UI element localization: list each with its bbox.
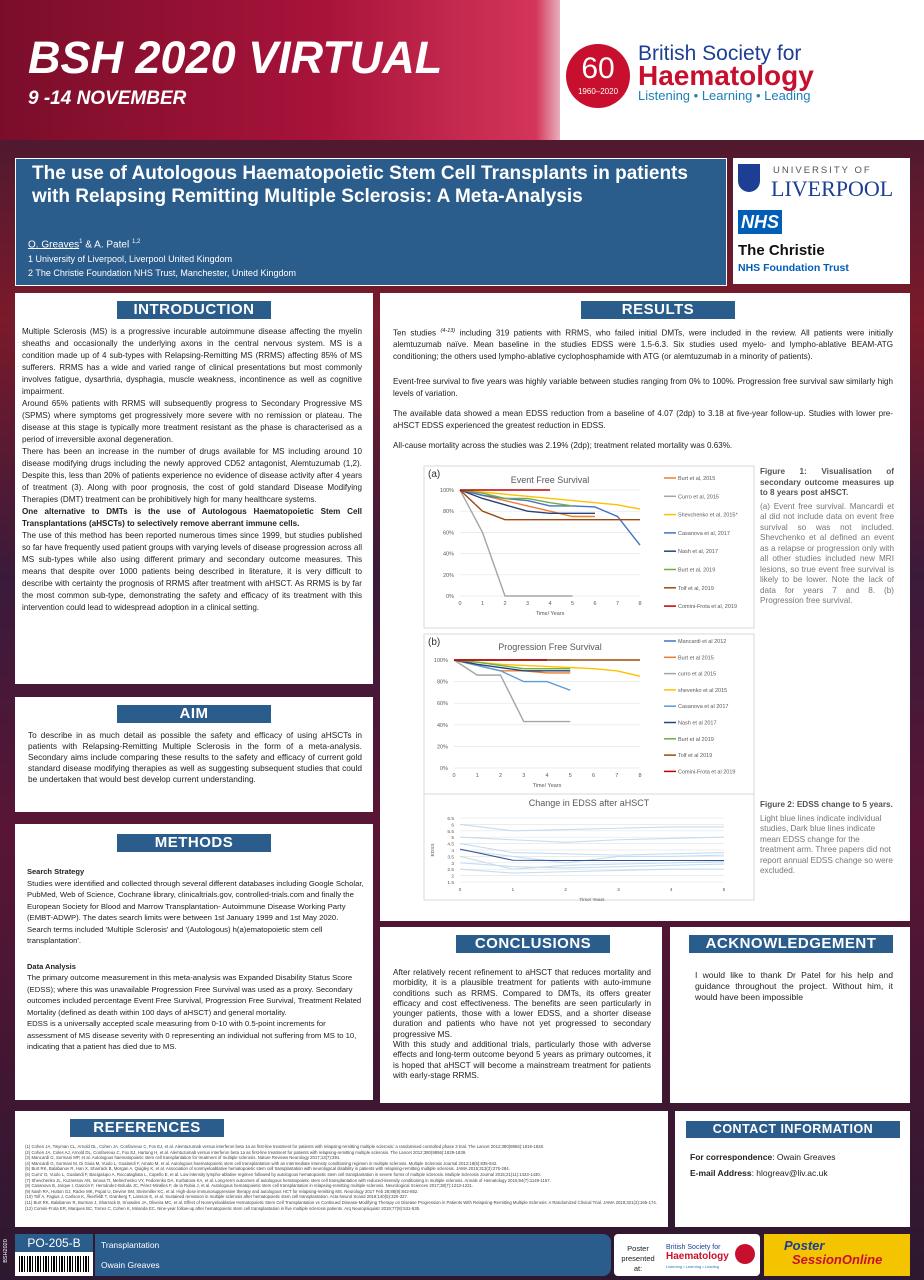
legend-label: Comini-Frota et al 2019 [678, 769, 736, 776]
nhs-logo: NHS [738, 210, 782, 234]
y-tick-label: 100% [433, 658, 448, 664]
x-tick-label: 3 [522, 773, 526, 779]
y-tick-label: 5 [451, 836, 454, 842]
footer-bsh-box [614, 1234, 760, 1276]
y-tick-label: 0% [440, 766, 448, 772]
x-tick-label: 0 [458, 888, 462, 893]
conclusions-p2: With this study and additional trials, particularly those with adverse effects and long-term outcome beyond 5 years as primary outcomes, it is hoped that aHSCT will become a mainstream treatment for patients with early-stage RRMS. [393, 1040, 651, 1080]
figure2-caption [760, 800, 894, 877]
reference-item: (7) Shevchenko JL, Kuznetsov AN, Ionova TI, Melnichenko VY, Fedorenko DA, Kurbatova KA, et al. Long-term outcomes of autologous hematopoietic stem cell transplantation with reduced-intensity conditioning in multiple sclerosis. Annals of Hematology 2015;94(7):1149-1157. [25, 1177, 551, 1183]
email-line [690, 1168, 828, 1178]
edss-change-chart [424, 794, 754, 903]
correspondence-label: For correspondence [690, 1152, 773, 1162]
y-tick-label: 6 [451, 823, 454, 829]
correspondence-line [690, 1152, 836, 1162]
acknowledgement-heading: ACKNOWLEDGEMENT [688, 934, 894, 954]
email-value[interactable]: : hlogreav@liv.ac.uk [751, 1168, 828, 1178]
legend-label: Burt et al, 2015 [678, 476, 716, 482]
results-body [393, 326, 893, 452]
chart-title: Change in EDSS after aHSCT [528, 798, 650, 808]
legend-label: Casanova et al 2017 [678, 704, 729, 711]
y-tick-label: 5.5 [447, 829, 454, 835]
uol-top: UNIVERSITY OF [773, 165, 872, 176]
x-tick-label: 1 [511, 888, 515, 893]
figure2-title: Figure 2: EDSS change to 5 years. [760, 800, 893, 809]
x-tick-label: 4 [669, 888, 673, 893]
results-p4: All-cause mortality across the studies was 2.19% (2dp); treatment related mortality was 0.63%. [393, 441, 733, 451]
reference-item: (10) Tolf A, Fagius J, Carlson K, Åkerfeldt T, Granberg T, Larsson E, et al. Sustained remission in multiple sclerosis after hematopoietic stem cell transplantation. Acta Neurol Scand 2019;140(5):320-327. [25, 1194, 409, 1200]
x-tick-label: 8 [638, 601, 642, 607]
x-tick-label: 5 [722, 888, 726, 893]
legend-label: Burt et al 2019 [678, 736, 714, 743]
x-tick-label: 0 [452, 773, 456, 779]
legend-label: Curro et al, 2015 [678, 494, 719, 501]
methods-body [27, 866, 364, 1053]
x-axis-label: Time/ Years [532, 783, 562, 789]
results-heading: RESULTS [580, 300, 736, 320]
results-p3: The available data showed a mean EDSS reduction from a baseline of 4.07 (2dp) to 3.18 at five-year follow-up. Studies with lower pre-aHSCT EDSS experienced the greatest reduction in EDSS. [393, 409, 893, 430]
results-sup: (4-13) [440, 328, 456, 334]
reference-item: (11) Burt RK, Balabanov R, Burman J, Sharrack B, Snowden JA, Oliveira MC, et al. Effect of Nonmyeloablative Hematopoietic Stem Cell Transplantation vs Continued Disease-Modifying Therapy on Disease Progression in Patients With Relapsing-Remitting Multiple Sclerosis: A Randomized Clinical Trial. JAMA 2019;321(2):165-174. [25, 1199, 657, 1205]
legend-label: Burt et al, 2019 [678, 567, 716, 574]
x-tick-label: 1 [475, 773, 479, 779]
intro-p4: One alternative to DMTs is the use of Autologous Haematopoietic Stem Cell Transplantations (aHSCTs) to selectively remove aberrant immune cells. [22, 507, 362, 528]
x-tick-label: 7 [615, 773, 619, 779]
panel-label: (a) [428, 469, 441, 480]
y-tick-label: 6.5 [447, 817, 454, 822]
reference-item: (2) Cohen JA, Coles AJ, Arnold DL, Confavreux C, Fox EJ, Hartung H, et al. Alemtuzumab versus interferon beta 1a as first-line treatment for patients with relapsing-remitting multiple sclerosis. The Lancet 2012;380(9856):1829-1839. [25, 1149, 467, 1155]
affiliation-2: 2 The Christie Foundation NHS Trust, Manchester, United Kingdom [28, 268, 296, 278]
references-heading: REFERENCES [69, 1118, 225, 1138]
x-tick-label: 6 [593, 601, 597, 607]
legend-label: Nash et al 2017 [678, 720, 717, 727]
x-axis-label: Time/ Years [579, 898, 605, 903]
footer-info-bar [95, 1234, 611, 1276]
author1-sup: 1 [79, 239, 83, 245]
reference-item: (6) Curro' D, Vuolo L, Gualandi F, Bacigalupo A, Roccatagliata L, Capello E, et al. Low intensity lympho-ablative regimen followed by autologous hematopoietic stem cell transplantation in severe forms of multiple sclerosis. Multiple Sclerosis Journal 2015;21(11):1423-1430. [25, 1171, 541, 1177]
bsh-sixty-logo [566, 44, 630, 108]
bsh-name1: British Society for [638, 42, 802, 65]
banner-dates: 9 -14 NOVEMBER [28, 88, 187, 109]
legend-label: Casanova et al, 2017 [678, 530, 730, 537]
y-tick-label: 2 [451, 874, 454, 880]
intro-p5: The use of this method has been reported numerous times since 1999, but studies published so far have frequently used patient groups with varying levels of disease progression across all MS sub-types while also using different primary and secondary outcome measures. This means that despite over 1000 patients being described in literature, it is very difficult to describe with certainty the prognosis of RRMS after treatment with aHSCT. As RRMS is by far the most common sub-type, demonstrating the safety and efficacy of its treatment with this intervention could lead to widespread adoption in a clinical setting. [22, 531, 362, 612]
y-tick-label: 80% [442, 509, 454, 516]
footer-bsh-sixty-icon [735, 1244, 755, 1264]
legend-label: Shevchenko et al, 2015* [678, 512, 738, 519]
author-sep: & A. Patel [82, 239, 132, 251]
y-tick-label: 3 [451, 861, 454, 867]
bsh-tagline: Listening • Learning • Leading [638, 88, 811, 103]
ps-line1: Poster [784, 1238, 825, 1253]
reference-item: (4) Mancardi G, Sormani M, Di Gioia M, Vuolo L, Gualandi F, Amato M, et al. Autologous haematopoietic stem cell transplantation with an intermediate intensity conditioning regimen in multiple sclerosis. Multiple Sclerosis Journal 2012;18(6):835-842. [25, 1160, 498, 1166]
footer-bsh2: Haematology [666, 1251, 729, 1262]
intro-p2: Around 65% patients with RRMS will subsequently progress to Secondary Progressive MS (SPMS) where symptoms get progressively more severe with no remission or plateau. The disease at this stage is typically more treatment resistant as the phase is characterised as a period of irreversible axonal degeneration. [22, 399, 362, 444]
y-tick-label: 4.5 [447, 842, 454, 848]
y-tick-label: 4 [451, 849, 454, 854]
y-tick-label: 40% [436, 722, 448, 729]
bsh-years: 1960–2020 [577, 87, 619, 96]
legend-label: Nash et al, 2017 [678, 549, 719, 556]
banner-title: BSH 2020 VIRTUAL [28, 32, 443, 83]
figure1-text: (a) Event free survival. Mancardi et al did not include data on event free survival so was not included. Shevchenko et al defined an event as a relapse or progression only with all other studies included new MRI lesions, so true event free survival is likely to be lower. Note the lack of data for years 7 and 8. (b) Progression free survival. [760, 501, 894, 605]
y-tick-label: 1.5 [447, 881, 454, 886]
poster-session-online-logo [764, 1234, 910, 1276]
author-link[interactable]: O. Greaves [28, 239, 80, 251]
y-tick-label: 60% [436, 701, 448, 708]
y-tick-label: 20% [436, 744, 448, 751]
ps-line2: SessionOnline [792, 1252, 883, 1267]
references-list [25, 1144, 660, 1211]
y-tick-label: 100% [439, 488, 454, 494]
footer-bsh1: British Society for [666, 1244, 721, 1251]
legend-label: Mancardi et al 2012 [678, 639, 727, 645]
chart-title: Event Free Survival [510, 475, 590, 485]
affiliation-1: 1 University of Liverpool, Liverpool United Kingdom [28, 254, 233, 264]
x-tick-label: 4 [548, 601, 552, 607]
authors [28, 239, 140, 250]
conclusions-heading: CONCLUSIONS [455, 934, 611, 954]
x-tick-label: 2 [564, 888, 567, 893]
author2-sup: 1,2 [131, 239, 141, 245]
figure1-title: Figure 1: Visualisation of secondary outcome measures up to 8 years post aHSCT. [760, 467, 894, 497]
reference-item: (1) Cohen JA, Twyman CL, Arnold DL, Cohen JA, Confavreux C, Fox EJ, et al. Alemtuzumab versus interferon beta 1a as first-line treatment for patients with relapsing-remitting multiple sclerosis: a randomised controlled phase 3 trial. The Lancet 2012;380(9856):1819-1828. [25, 1144, 545, 1149]
reference-item: (3) Mancardi G, Sormani MP, et al. Autologous haematopoietic stem cell transplantation for treatment of multiple sclerosis. Nature Reviews Neurology 2017;13(7):391. [25, 1155, 341, 1161]
poster-code: PO-205-B [15, 1234, 93, 1252]
bsh-name2: Haematology [638, 60, 814, 91]
y-tick-label: 20% [442, 572, 454, 579]
x-tick-label: 1 [480, 601, 485, 607]
x-axis-label: Time/ Years [535, 611, 565, 617]
introduction-body [22, 326, 362, 614]
x-tick-label: 6 [591, 773, 596, 779]
methods-heading: METHODS [116, 833, 272, 853]
figure1-caption [760, 467, 894, 607]
email-label: E-mail Address [690, 1168, 752, 1178]
figure2-text: Light blue lines indicate individual studies, Dark blue lines indicate mean EDSS change for the treatment arm. Three papers did not report annual EDSS change so were excluded. [760, 813, 893, 875]
x-tick-label: 4 [545, 773, 549, 779]
x-tick-label: 5 [568, 773, 572, 779]
presented-at: Poster presented at: [621, 1244, 655, 1273]
footer-category: Transplantation [101, 1240, 160, 1250]
poster-code-box [15, 1234, 93, 1276]
bsh-sixty: 60 [581, 52, 615, 85]
legend-label: Comini-Frota et al, 2019 [678, 604, 737, 611]
reference-item: (5) Burt RK, Balabanov R, Han X, Sharrack B, Morgan A, Quigley K, et al. Association of nonmyeloablative hematopoietic stem cell transplantation with neurological disability in patients with relapsing-remitting multiple sclerosis. JAMA 2015;313(3):275-284. [25, 1166, 510, 1172]
x-tick-label: 0 [458, 601, 462, 607]
intro-p1: Multiple Sclerosis (MS) is a progressive incurable autoimmune disease affecting the myelin sheaths and occasionally the underlying axons in the central nervous system. MS is a condition made up of 4 sub-types with Relapsing-Remitting MS (RRMS) affecting 85% of MS sufferers. RRMS has a wide and varied range of clinical presentations but most commonly involves fatigue, dysarthria, dysphagia, muscle weakness, incontinence as well as cognitive impairment. [22, 327, 362, 396]
uol-name: LIVERPOOL [771, 176, 894, 201]
y-tick-label: 60% [442, 530, 454, 537]
aim-text: To describe in as much detail as possible the safety and efficacy of using aHSCTs in patients with Relapsing-Remitting Multiple Sclerosis in the form of a meta-analysis. Secondary aims include comparing these results to the safety and efficacy of current gold standard disease modifying therapies as well as suggesting subsequent studies that could be undertaken that would best develop current understanding. [28, 730, 362, 784]
intro-p3: There has been an increase in the number of drugs available for MS including around 10 disease modifying drugs including the newly approved CD52 antagonist, Alemtuzumab (1,2). Despite this, less than 20% of patients experience no evidence of disease activity after 4 years of treatment (3). Along with poor prognosis, the cost of gold standard Disease Modifying Therapies (DMT) treatment can be prohibitively high for many healthcare systems. [22, 447, 362, 504]
panel-label: (b) [428, 637, 441, 648]
footer-side-label: BSH2020 [2, 1239, 9, 1263]
conclusions-body [393, 968, 651, 1081]
results-p1 [393, 326, 893, 362]
aim-heading: AIM [116, 704, 272, 724]
y-tick-label: 0% [446, 594, 454, 600]
introduction-heading: INTRODUCTION [116, 300, 272, 320]
x-tick-label: 2 [503, 601, 507, 607]
legend-label: Burt et al 2015 [678, 655, 714, 662]
chart-frame [424, 794, 754, 900]
contact-heading: CONTACT INFORMATION [685, 1120, 901, 1139]
footer-author: Owain Greaves [101, 1260, 160, 1270]
x-tick-label: 7 [615, 601, 620, 607]
barcode-icon [19, 1256, 89, 1272]
x-tick-label: 5 [570, 601, 575, 607]
event-free-survival-chart [424, 466, 754, 628]
reference-item: (12) Comini-Frota ER, Marques BC, Torres C, Cohen K, Miranda EC. Nine-year follow-up after hematopoietic stem cell transplantation in five multiple sclerosis patients. Arq Neuropsiquiatr 2019;77(8):531-535. [25, 1205, 421, 1211]
x-tick-label: 3 [617, 888, 620, 893]
reference-item: (8) Casanova B, Jarque I, Gascón F, Hernández-Boluda JC, Pérez-Miralles F, de la Rubia J, et al. Autologous hematopoietic stem cell transplantation in relapsing-remitting multiple sclerosis. Neurological Sciences 2017;38(7):1213-1221. [25, 1183, 474, 1189]
christie-sub: NHS Foundation Trust [738, 262, 849, 274]
legend-label: curro et al 2015 [678, 671, 717, 678]
y-axis-label: EDSS [431, 843, 436, 857]
acknowledgement-text: I would like to thank Dr Patel for his help and guidance throughout the project. Without him, it would have been impossible [695, 970, 893, 1002]
legend-label: Tolf et al, 2019 [678, 585, 714, 592]
x-tick-label: 2 [498, 773, 503, 779]
christie-name: The Christie [738, 242, 825, 259]
data-analysis-text2: EDSS is a universally accepted scale measuring from 0-10 with 0.5-point increments for assessment of MS disease severity with 0 representing an individual not suffering from MS to 10, indicating that a patient has died due to MS. [27, 1019, 357, 1051]
chart-title: Progression Free Survival [498, 642, 602, 652]
crest-icon [738, 164, 760, 192]
poster-title: The use of Autologous Haematopoietic Stem Cell Transplants in patients with Relapsing Remitting Multiple Sclerosis: A Meta-Analysis [32, 163, 688, 207]
x-tick-label: 8 [638, 773, 642, 779]
data-analysis-title: Data Analysis [27, 961, 76, 971]
results-p1a: Ten studies [393, 328, 441, 338]
y-tick-label: 2.5 [447, 868, 454, 874]
search-strategy-title: Search Strategy [27, 867, 85, 876]
correspondence-value: : Owain Greaves [772, 1152, 836, 1162]
reference-item: (9) Nash RA, Hutton GJ, Racke MK, Popat U, Devine SM, Steinmiller KC, et al. High-dose immunosuppressive therapy and autologous HCT for relapsing-remitting MS. Neurology 2017 Feb 28;88(9):842-852. [25, 1188, 419, 1194]
results-p2: Event-free survival to five years was highly variable between studies ranging from 0% to 100%. Progression free survival saw similarly high levels of variation. [393, 377, 893, 398]
progression-free-survival-chart [424, 634, 754, 796]
conclusions-p1: After relatively recent refinement to aHSCT that reduces mortality and morbidity, it is a plausible treatment for patients with auto-immune conditions such as RRMS. Compared to DMTs, its offers greater efficacy and cost effectiveness. The benefits are seen particularly in younger patients, those with a lower EDSS, and a shorter disease duration and patients who have not yet progressed to secondary progressive MS. [393, 968, 651, 1039]
y-tick-label: 3.5 [447, 855, 454, 861]
legend-label: shevenko et al 2015 [678, 687, 728, 694]
x-tick-label: 3 [525, 601, 530, 607]
search-strategy-text: Studies were identified and collected through several different databases including Google Scholar, PubMed, Web of Science, Cochrane library, clinicaltrials.gov, controlled-trials.com and finally the European Society for Blood and Marrow Transplantation- Autoimmune Disease Working Party (EMBT-ADWP). The dates search limits were between 1st January 1999 and 1st May 2020. Search terms included 'Multiple Sclerosis' and '(Autologous) h(a)ematopoietic stem cell transplantation'. [27, 878, 364, 945]
data-analysis-text1: The primary outcome measurement in this meta-analysis was Expanded Disability Status Score (EDSS); where this was unavailable Progression Free Survival was used as a proxy. Secondary outcomes included percentage Event Free Survival, Progression Free Survival, Treatment Related Mortality (defined as death within 100 days of aHSCT) and general mortality. [27, 973, 362, 1017]
y-tick-label: 40% [442, 551, 454, 558]
y-tick-label: 80% [436, 679, 448, 686]
legend-label: Tolf et al 2019 [678, 753, 713, 760]
footer-bsh3: Listening • Learning • Leading [666, 1264, 720, 1269]
results-p1b: including 319 patients with RRMS, who failed initial DMTs, were included in the review. All patients were initially alemtuzumab naïve. Mean baseline in the studies EDSS were 1.5-6.3. Six studies used myelo- and lympho-ablative BEAM-ATG conditioning; the others used lympho-ablative cyclophosphamide with ATG (or alemtuzumab in a minority of patients). [393, 328, 893, 361]
logo-panel [733, 158, 910, 284]
